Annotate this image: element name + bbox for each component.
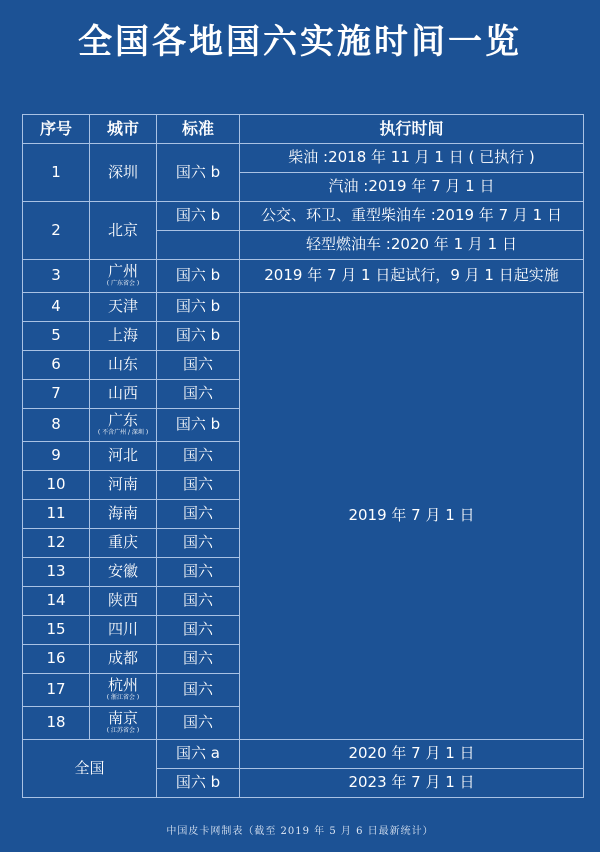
table-row: [23, 293, 584, 322]
row-city: 北京: [90, 202, 157, 260]
row-city-note: ( 不含广州 / 深圳 ): [97, 429, 149, 437]
row-index: 8: [23, 409, 90, 442]
header-standard: 标准: [157, 115, 240, 144]
row-city-note: ( 江苏省会 ): [106, 727, 140, 735]
row-index: 5: [23, 322, 90, 351]
row-time: 汽油 :2019 年 7 月 1 日: [240, 173, 584, 202]
row-standard: 国六 b: [157, 322, 240, 351]
row-standard: 国六: [157, 645, 240, 674]
schedule-table: [22, 114, 584, 798]
row-standard: 国六 b: [157, 293, 240, 322]
row-standard: 国六: [157, 442, 240, 471]
table-row: [23, 202, 584, 231]
row-standard: 国六: [157, 707, 240, 740]
row-standard: 国六: [157, 674, 240, 707]
table-row: [23, 144, 584, 173]
row-index: 9: [23, 442, 90, 471]
row-city: 四川: [90, 616, 157, 645]
row-time: 2020 年 7 月 1 日: [240, 740, 584, 769]
row-index: 13: [23, 558, 90, 587]
row-index: 16: [23, 645, 90, 674]
row-city: 陕西: [90, 587, 157, 616]
row-standard: 国六: [157, 351, 240, 380]
row-index: 4: [23, 293, 90, 322]
row-city-note: ( 浙江省会 ): [106, 694, 140, 702]
row-city: 深圳: [90, 144, 157, 202]
row-standard: 国六: [157, 500, 240, 529]
row-standard: 国六: [157, 587, 240, 616]
table-header-row: [23, 115, 584, 144]
row-standard: 国六 b: [157, 202, 240, 231]
row-index: 7: [23, 380, 90, 409]
row-index: 10: [23, 471, 90, 500]
row-city: 河南: [90, 471, 157, 500]
row-standard: 国六 b: [157, 409, 240, 442]
row-city: [90, 260, 157, 293]
row-standard: 国六 a: [157, 740, 240, 769]
row-index: 17: [23, 674, 90, 707]
header-city: 城市: [90, 115, 157, 144]
row-city-name: 广州: [107, 262, 138, 281]
row-index: 1: [23, 144, 90, 202]
row-city: 重庆: [90, 529, 157, 558]
row-index: 6: [23, 351, 90, 380]
row-standard: 国六 b: [157, 260, 240, 293]
row-standard: 国六: [157, 471, 240, 500]
row-city: 河北: [90, 442, 157, 471]
header-index: 序号: [23, 115, 90, 144]
row-index: 15: [23, 616, 90, 645]
row-time: 柴油 :2018 年 11 月 1 日 ( 已执行 ): [240, 144, 584, 173]
row-index: 18: [23, 707, 90, 740]
row-index: 14: [23, 587, 90, 616]
row-standard: 国六 b: [157, 769, 240, 798]
row-time: 2023 年 7 月 1 日: [240, 769, 584, 798]
row-time: 2019 年 7 月 1 日起试行，9 月 1 日起实施: [240, 260, 584, 293]
row-index: 3: [23, 260, 90, 293]
row-city: [90, 409, 157, 442]
row-index: 2: [23, 202, 90, 260]
row-index: 12: [23, 529, 90, 558]
row-standard: 国六 b: [157, 144, 240, 202]
row-city-name: 杭州: [107, 676, 138, 695]
row-city: [90, 707, 157, 740]
footer-note: 中国皮卡网制表（截至 2019 年 5 月 6 日最新统计）: [166, 826, 434, 837]
table-row: [23, 740, 584, 769]
row-city: 海南: [90, 500, 157, 529]
row-standard: 国六: [157, 558, 240, 587]
row-standard: 国六: [157, 380, 240, 409]
row-standard: 国六: [157, 529, 240, 558]
page-title: 全国各地国六实施时间一览: [78, 22, 522, 62]
row-time: 公交、环卫、重型柴油车 :2019 年 7 月 1 日: [240, 202, 584, 231]
row-city: 山东: [90, 351, 157, 380]
row-city-name: 广东: [107, 411, 138, 430]
row-standard: 国六: [157, 616, 240, 645]
common-time-cell: 2019 年 7 月 1 日: [240, 293, 584, 740]
row-time: 轻型燃油车 :2020 年 1 月 1 日: [240, 231, 584, 260]
row-standard-empty: [157, 231, 240, 260]
national-label: 全国: [23, 740, 157, 798]
row-city: 安徽: [90, 558, 157, 587]
header-time: 执行时间: [240, 115, 584, 144]
row-index: 11: [23, 500, 90, 529]
row-city: 上海: [90, 322, 157, 351]
row-city: 天津: [90, 293, 157, 322]
row-city-note: ( 广东省会 ): [106, 280, 140, 288]
row-city: [90, 674, 157, 707]
row-city: 成都: [90, 645, 157, 674]
row-city-name: 南京: [107, 709, 138, 728]
table-row: [23, 260, 584, 293]
row-city: 山西: [90, 380, 157, 409]
